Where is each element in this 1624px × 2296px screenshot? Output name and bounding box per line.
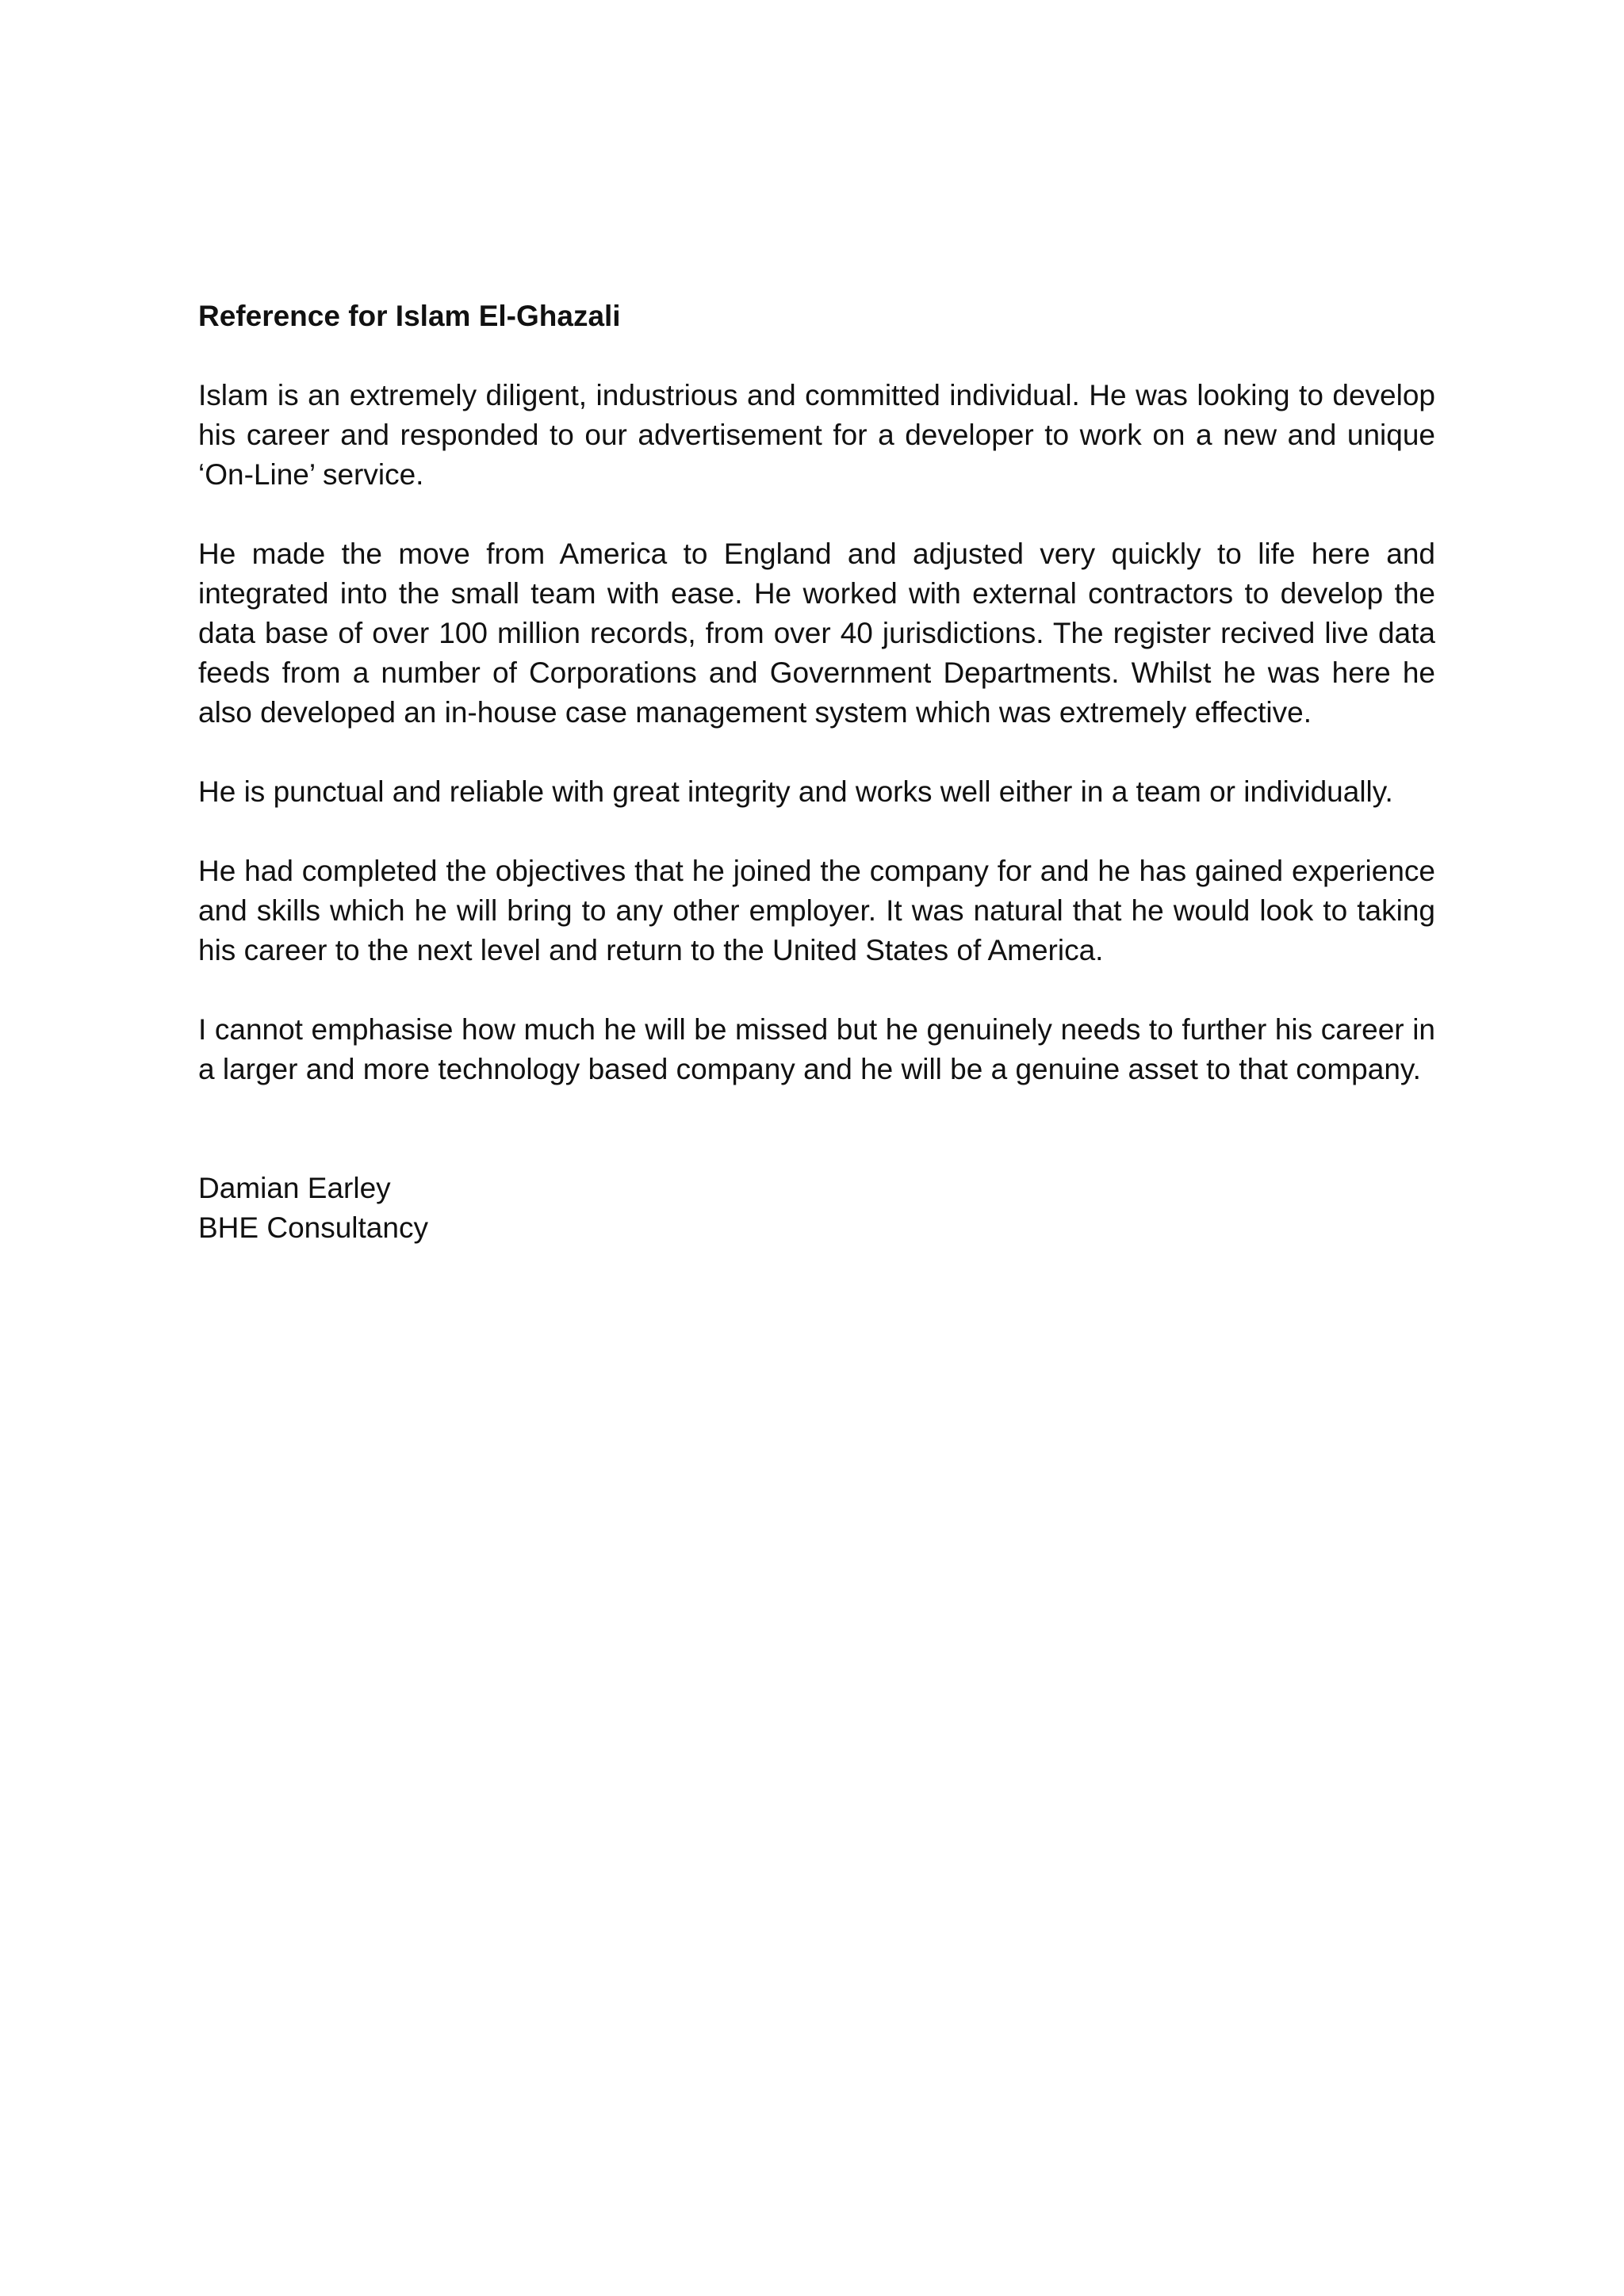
- paragraph-closing: I cannot emphasise how much he will be missed but he genuinely needs to further his career in a larger and more technology based company and he will be a genuine asset to that company.: [198, 1013, 1435, 1085]
- paragraph-character: He is punctual and reliable with great integrity and works well either in a team or individually.: [198, 775, 1393, 808]
- signature-block: [198, 1169, 1435, 1248]
- signatory-name: Damian Earley: [198, 1172, 391, 1204]
- paragraph-experience: He made the move from America to England and adjusted very quickly to life here and integrated into the small team with ease. He worked with external contractors to develop the data base of over 100 million records, from over 40 jurisdictions. The register recived live data feeds from a number of Corporations and Government Departments. Whilst he was here he also developed an in-house case management system which was extremely effective.: [198, 538, 1435, 729]
- letter-title: Reference for Islam El-Ghazali: [198, 300, 621, 332]
- paragraph-objectives: He had completed the objectives that he joined the company for and he has gained experience and skills which he will bring to any other employer. It was natural that he would look to taking his career to the next level and return to the United States of America.: [198, 855, 1435, 966]
- paragraph-intro: Islam is an extremely diligent, industrious and committed individual. He was looking to develop his career and responded to our advertisement for a developer to work on a new and unique ‘On-Line’ service.: [198, 379, 1435, 491]
- signatory-company: BHE Consultancy: [198, 1211, 428, 1244]
- letter-body: [198, 297, 1435, 1248]
